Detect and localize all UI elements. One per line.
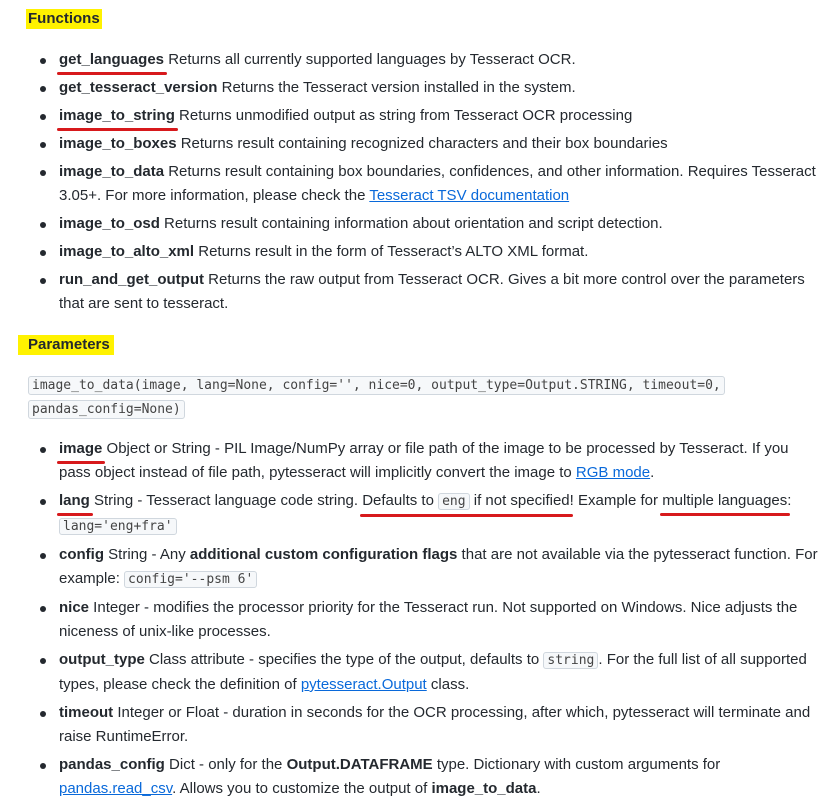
inline-code: string	[543, 652, 598, 669]
function-name: get_languages	[59, 48, 164, 72]
param-name: image	[59, 437, 102, 461]
param-bold: Output.DATAFRAME	[286, 756, 433, 773]
param-bold: additional custom configuration flags	[189, 546, 458, 563]
list-item	[38, 240, 818, 264]
function-name: image_to_osd	[59, 215, 160, 232]
function-name: image_to_boxes	[59, 135, 177, 152]
function-name: run_and_get_output	[59, 271, 204, 288]
list-item	[38, 104, 818, 128]
tsv-documentation-link[interactable]: Tesseract TSV documentation	[369, 187, 570, 204]
function-desc: Returns result containing recognized characters and their box boundaries	[176, 135, 668, 152]
functions-heading: Functions	[28, 10, 100, 27]
list-item	[38, 212, 818, 236]
param-name: config	[59, 546, 104, 563]
list-item	[38, 132, 818, 156]
list-item	[38, 701, 818, 749]
list-item	[38, 437, 818, 485]
function-desc: Returns the raw output from Tesseract OCR. Gives a bit more control over the parameters that are sent to tesseract.	[59, 271, 805, 312]
param-desc: Dict - only for the	[164, 756, 287, 773]
inline-code: lang='eng+fra'	[59, 518, 177, 535]
param-desc: that are not available via the pytesseract function. For example:	[59, 546, 818, 587]
param-desc: Class attribute - specifies the type of the output, defaults to	[144, 651, 544, 668]
inline-code: config='--psm 6'	[124, 571, 257, 588]
pandas-read-csv-link[interactable]: pandas.read_csv	[59, 780, 173, 797]
param-desc: :	[787, 492, 792, 509]
param-desc: .	[536, 780, 541, 797]
list-item	[38, 648, 818, 697]
functions-list	[38, 48, 818, 320]
list-item	[38, 489, 818, 539]
param-desc: Defaults to	[362, 492, 439, 509]
param-desc: multiple languages	[662, 489, 787, 513]
list-item	[38, 753, 818, 801]
signature-code	[28, 374, 768, 422]
param-desc: .	[650, 464, 655, 481]
parameters-list	[38, 437, 818, 805]
param-desc: Object or String - PIL Image/NumPy array or file path of the image to be processed by Tesseract. If you pass object instead of file path, pytesseract will implicitly convert the image to	[59, 440, 789, 481]
param-desc: if not specified	[469, 492, 570, 509]
param-name: timeout	[59, 704, 114, 721]
list-item	[38, 76, 818, 100]
function-name: image_to_data	[59, 163, 165, 180]
param-name: pandas_config	[59, 756, 165, 773]
list-item	[38, 268, 818, 316]
function-desc: Returns the Tesseract version installed in the system.	[217, 79, 576, 96]
param-name: nice	[59, 599, 90, 616]
list-item	[38, 543, 818, 592]
function-name: image_to_string	[59, 104, 175, 128]
function-desc: Returns result containing information about orientation and script detection.	[159, 215, 663, 232]
param-bold: image_to_data	[431, 780, 537, 797]
param-desc: Integer - modifies the processor priority for the Tesseract run. Not supported on Windows. Nice adjusts the niceness of unix-like processes.	[59, 599, 798, 640]
function-name: image_to_alto_xml	[59, 243, 195, 260]
function-desc: Returns all currently supported languages by Tesseract OCR.	[164, 51, 576, 68]
parameters-heading: Parameters	[18, 335, 114, 355]
default-note	[362, 489, 569, 514]
signature-text: image_to_data(image, lang=None, config='', nice=0, output_type=Output.STRING, timeout=0, pandas_config=None)	[28, 376, 725, 419]
param-desc: type. Dictionary with custom arguments for	[432, 756, 721, 773]
list-item	[38, 160, 818, 208]
inline-code: eng	[438, 493, 469, 510]
param-desc: . Allows you to customize the output of	[172, 780, 432, 797]
list-item	[38, 596, 818, 644]
param-desc: . For the full list of all supported types, please check the definition of	[59, 651, 807, 693]
param-desc: ! Example for	[569, 492, 663, 509]
param-desc: String - Tesseract language code string.	[89, 492, 363, 509]
function-desc: Returns result containing box boundaries, confidences, and other information. Requires Tesseract 3.05+. For more information, please check the	[59, 163, 816, 204]
function-desc: Returns unmodified output as string from Tesseract OCR processing	[174, 107, 633, 124]
param-desc: Integer or Float - duration in seconds for the OCR processing, after which, pytesseract will terminate and raise RuntimeError.	[59, 704, 811, 745]
param-name: lang	[59, 489, 90, 513]
function-desc: Returns result in the form of Tesseract’s ALTO XML format.	[194, 243, 589, 260]
function-name: get_tesseract_version	[59, 79, 218, 96]
list-item	[38, 48, 818, 72]
pytesseract-output-link[interactable]: pytesseract.Output	[300, 676, 427, 693]
param-desc: String - Any	[104, 546, 190, 563]
param-desc: class.	[426, 676, 470, 693]
param-name: output_type	[59, 651, 145, 668]
rgb-mode-link[interactable]: RGB mode	[575, 464, 651, 481]
